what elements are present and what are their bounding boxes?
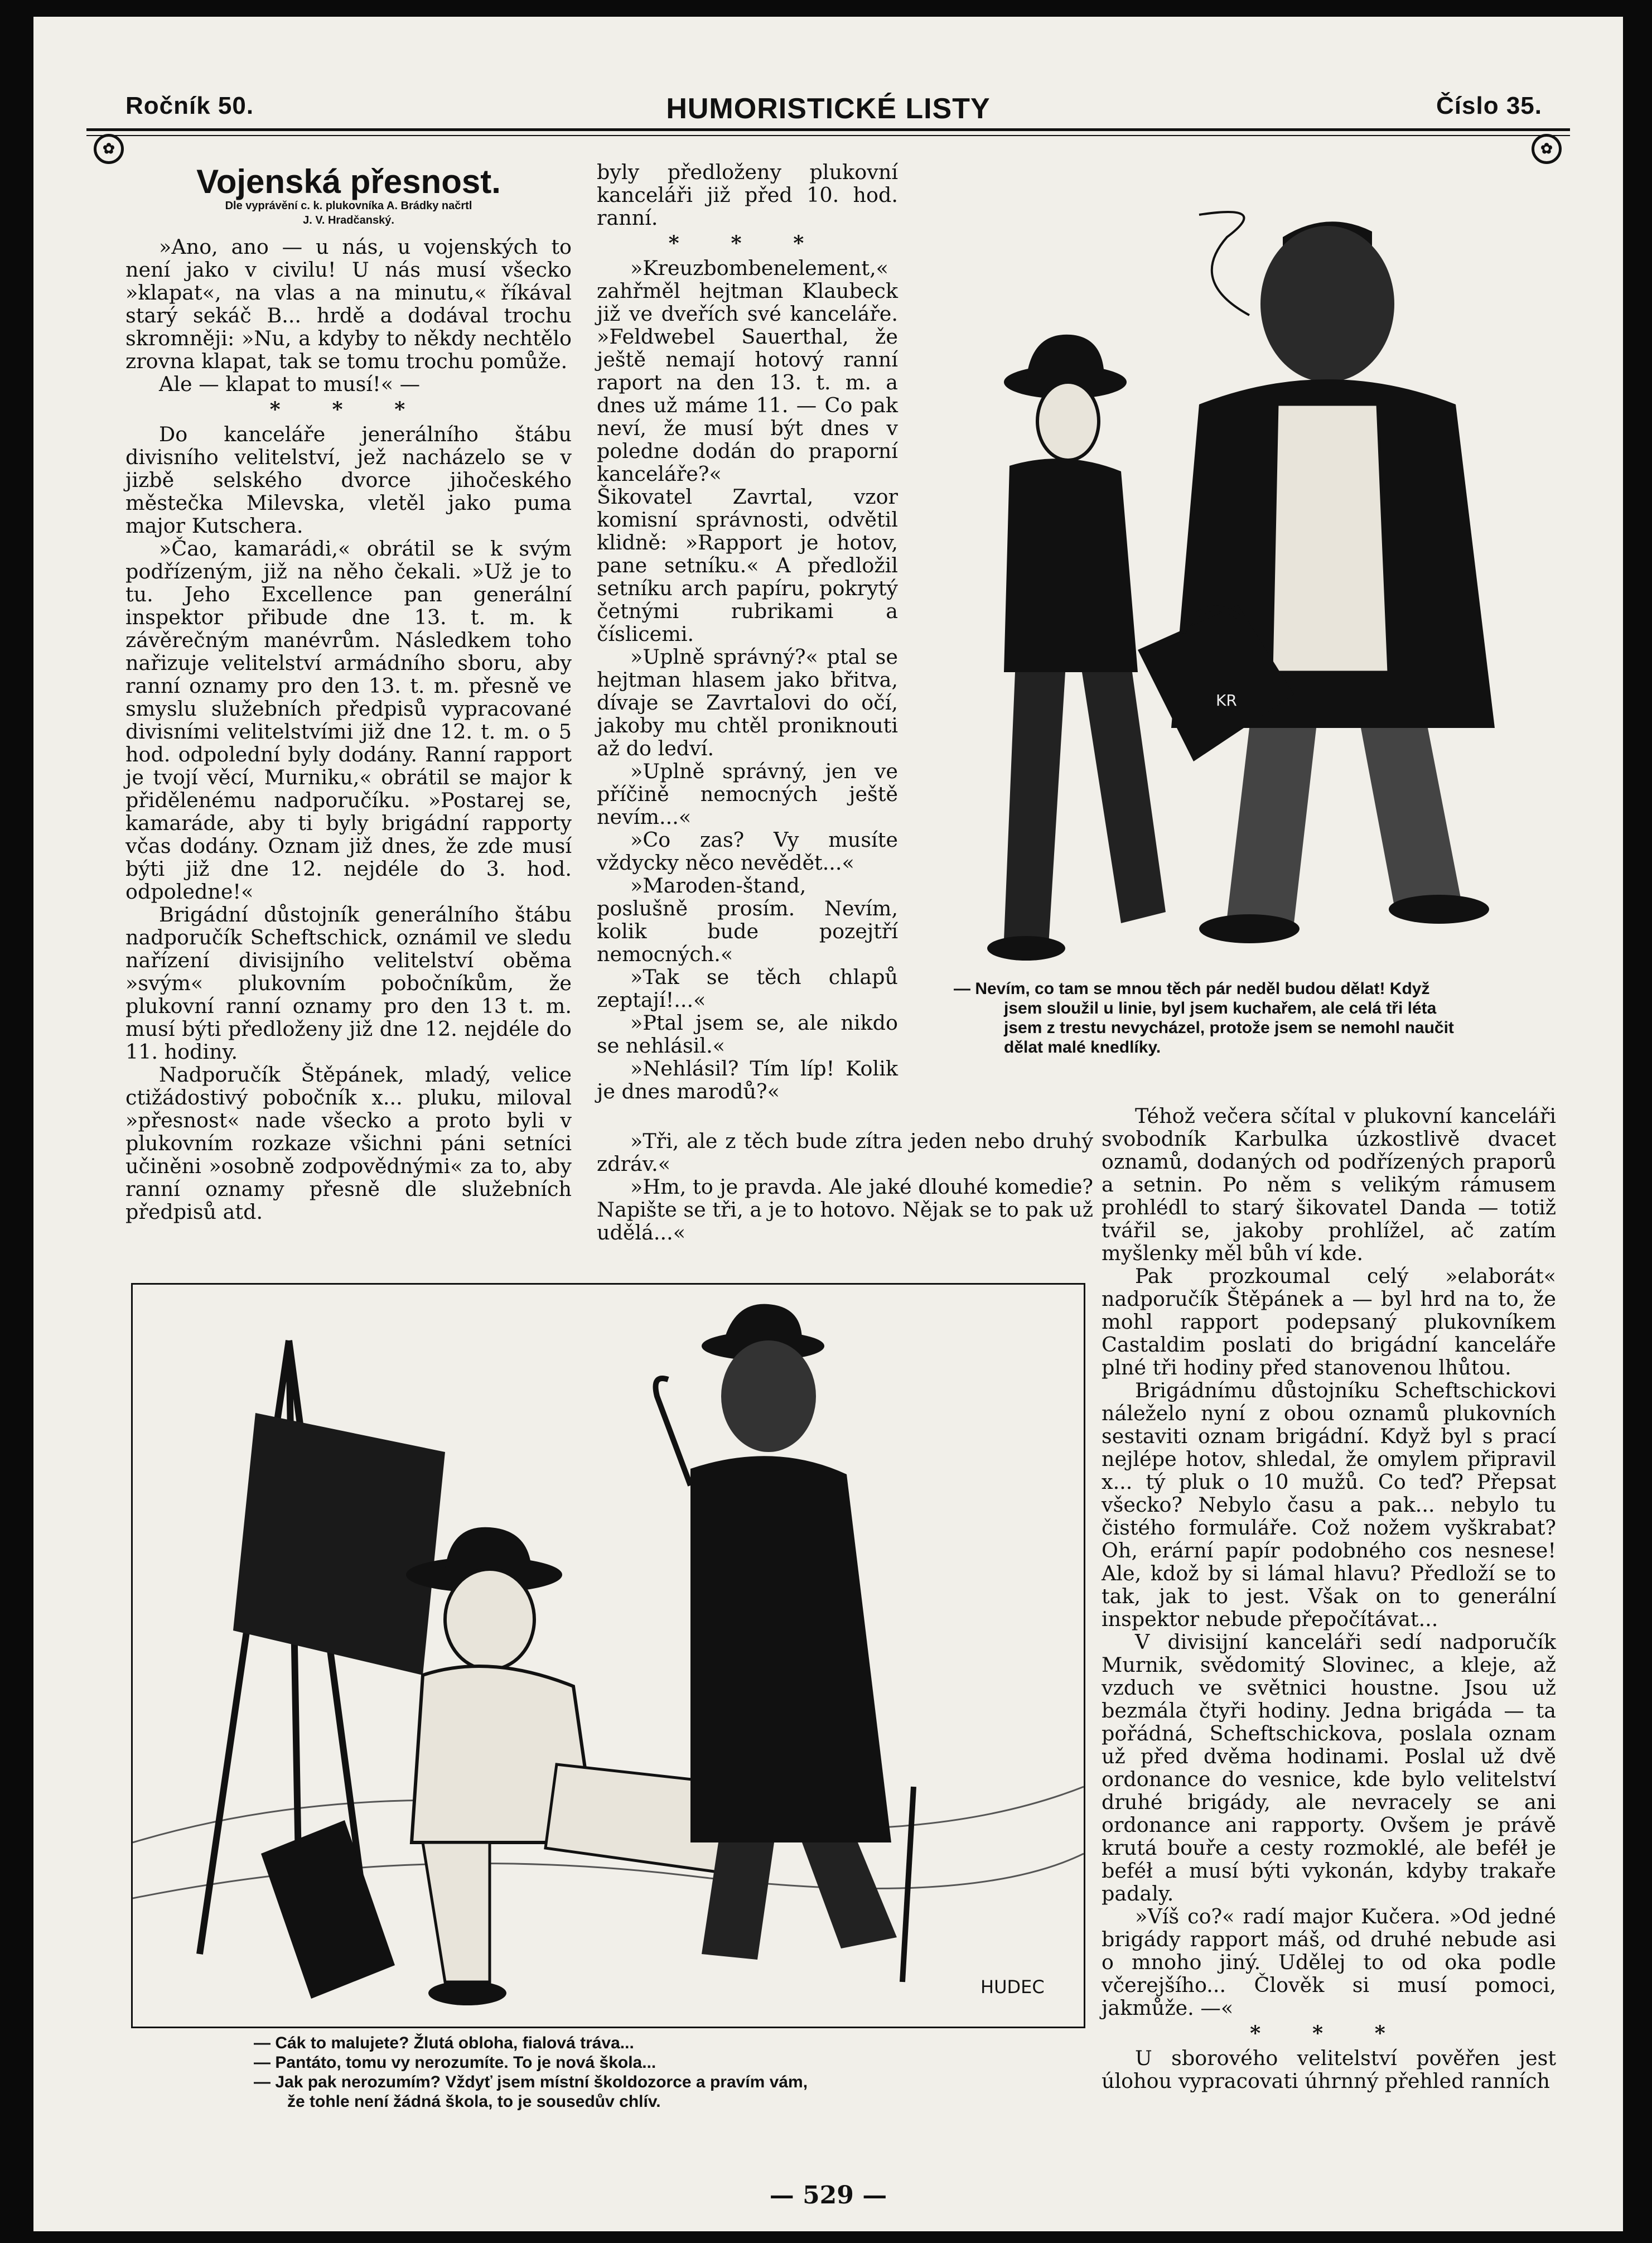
journal-title: HUMORISTICKÉ LISTY — [666, 93, 991, 125]
paragraph: »Nehlásil? Tím líp! Kolik je dnes marodů?« — [597, 1057, 898, 1103]
header-rule — [86, 128, 1570, 131]
paragraph: »Kreuzbombenelement,« zahřměl hejtman Klaubeck již ve dveřích své kanceláře. »Feldwebel Sauerthal, že ještě nemají hotový ranní raport na den 13. t. m. a dnes už máme 11. — Co pak neví, že musí být dnes v poledne dodán do praporní kanceláře?« — [597, 256, 898, 486]
cartoon-bottom-caption: — Cák to malujete? Žlutá obloha, fialová tráva... — Pantáto, tomu vy nerozumíte. To je nová škola... — Jak pak nerozumím? Vždyť jsem místní školdozorce a pravím vám, že tohle není žádná škola, to je sousedův chlív. — [254, 2034, 808, 2111]
newspaper-page — [33, 17, 1623, 2231]
page-number: — 529 — — [769, 2181, 887, 2210]
paragraph: Nadporučík Štěpánek, mladý, velice ctižádostivý pobočník x... pluku, miloval »přesnost« nade všecko a proto byli v plukovním rozkaze všichni páni setníci učiněni »osobně zodpovědnými« za to, aby ranní oznamy přesně dle služebních předpisů atd. — [125, 1063, 572, 1224]
section-separator: * * * — [1250, 2021, 1408, 2045]
column-2 — [597, 161, 898, 1103]
flower-medallion-icon: ✿ — [1532, 134, 1562, 164]
issue-label: Číslo 35. — [1436, 92, 1542, 119]
header-rule-thin — [86, 135, 1570, 136]
paragraph: »Uplně správný?« ptal se hejtman hlasem jako břitva, dívaje se Zavrtalovi do očí, jakoby mu chtěl proniknouti až do ledví. — [597, 645, 898, 760]
paragraph: Téhož večera sčítal v plukovní kanceláři svobodník Karbulka úzkostlivě dvacet oznamů, dodaných od podřízených praporů a setnin. Po něm s velikým rámusem prohlédl to starý šikovatel Danda — totiž tvářil se, jakoby prohlížel, ač zatím myšlenky měl bůh ví kde. — [1102, 1104, 1556, 1265]
paragraph: »Co zas? Vy musíte vždycky něco nevědět...« — [597, 828, 898, 875]
paragraph: Brigádnímu důstojníku Scheftschickovi náleželo nyní z obou oznamů plukovních sestaviti oznam brigádní. Když byl s prací nejlépe hotov, shledal, že omylem připravil x... tý pluk o 10 mužů. Co teď? Přepsat všecko? Nebylo času a pak... nebylo tu čistého formuláře. Což nožem vyškrabat? Oh, erární papír podobného cos nesnese! Ale, kdož by si lámal hlavu? Předloží se to tak, jak to jest. Však on to generální inspektor nebude přepočítávat... — [1102, 1378, 1556, 1631]
cartoon-drawing — [937, 170, 1573, 973]
article-byline: Dle vyprávění c. k. plukovníka A. Brádky načrtl J. V. Hradčanský. — [225, 200, 472, 226]
bag-initials: KR — [1216, 691, 1237, 710]
paragraph: »Uplně správný, jen ve příčině nemocných ještě nevím...« — [597, 759, 898, 829]
paragraph: »Tak se těch chlapů zeptají!...« — [597, 965, 898, 1012]
section-separator: * * * — [668, 231, 827, 255]
paragraph: »Ano, ano — u nás, u vojenských to není jako v civilu! U nás musí všecko »klapat«, na vlas a na minutu,« říkával starý sekáč B... hrdě a dodával trochu skromněji: »Nu, a kdyby to někdy nechtělo zrovna klapat, tak se tomu trochu pomůže. — [125, 235, 572, 373]
paragraph: byly předloženy plukovní kanceláři již před 10. hod. ranní. — [597, 160, 898, 230]
column-3 — [1102, 1104, 1556, 2092]
paragraph: V divisijní kanceláři sedí nadporučík Murnik, svědomitý Slovinec, a kleje, až vzduch ve světnici houstne. Jsou už bezmála čtyři hodiny. Jedna brigáda — ta pořádná, Scheftschickova, poslala oznam už před dvěma hodinami. Poslal už dvě ordonance do vesnice, kde bylo velitelství druhé brigády, ale nevracely se ani ordonance ani rapporty. Ovšem je právě krutá bouře a cesty rozmoklé, ale beféł je beféł a musí býti vykonán, kdyby trakaře padaly. — [1102, 1630, 1556, 1906]
paragraph: Ale — klapat to musí!« — — [159, 372, 421, 396]
running-header — [33, 92, 1623, 126]
artist-signature: HUDEC — [980, 1976, 1045, 1998]
paragraph: »Hm, to je pravda. Ale jaké dlouhé komedie? Napište se tři, a je to hotovo. Nějak se to pak už udělá...« — [597, 1175, 1093, 1244]
paragraph: »Čao, kamarádi,« obrátil se k svým podřízeným, již na něho čekali. »Už je to tu. Jeho Excellence pan generální inspektor přibude dne 13. t. m. k závěrečným manévrům. Následkem toho nařizuje velitelství armádního sboru, aby ranní oznamy pro den 13. t. m. přesně ve smyslu služebních předpisů vypracované divisními velitelstvími již dne 12. t. m. o 5 hod. odpolední byly dodány. Ranní rapport je tvojí věcí, Murniku,« obrátil se major k přidělenému nadporučíku. »Postarej se, kamaráde, aby ti byly brigádní rapporty včas dodány. Oznam již dnes, že zde musí býti již dne 12. nejdéle do 3. hod. odpoledne!« — [125, 537, 572, 904]
article-title: Vojenská přesnost. — [196, 163, 501, 200]
paragraph: »Víš co?« radí major Kučera. »Od jedné brigády rapport máš, od druhé nebude asi o mnoho jiný. Udělej to od oka podle včerejšího... Člověk si musí pomoci, jakmůže. —« — [1102, 1904, 1556, 2020]
paragraph: Do kanceláře jenerálního štábu divisního velitelství, jež nacházelo se v jizbě selského dvorce jihočeského městečka Milevska, vletěl jako puma major Kutschera. — [125, 422, 572, 538]
flower-medallion-icon: ✿ — [94, 134, 124, 164]
column-2-continuation — [597, 1130, 1093, 1244]
volume-label: Ročník 50. — [125, 92, 254, 119]
cartoon-drawing — [133, 1285, 1084, 2027]
paragraph: U sborového velitelství pověřen jest úlohou vypracovati úhrnný přehled ranních — [1102, 2046, 1556, 2093]
paragraph: »Maroden-štand, poslušně prosím. Nevím, kolik bude pozejtří nemocných.« — [597, 874, 898, 966]
paragraph: Šikovatel Zavrtal, vzor komisní správnosti, odvětil klidně: »Rapport je hotov, pane setníku.« A předložil setníku arch papíru, pokrytý četnými rubrikami a číslicemi. — [597, 485, 898, 646]
paragraph: »Ptal jsem se, ale nikdo se nehlásil.« — [597, 1011, 898, 1058]
paragraph: Pak prozkoumal celý »elaborát« nadporučík Štěpánek a — byl hrd na to, že mohl rapport podepsaný plukovníkem Castaldim poslati do brigádní kanceláře plné tři hodiny před stanovenou lhůtou. — [1102, 1264, 1556, 1379]
paragraph: »Tři, ale z těch bude zítra jeden nebo druhý zdráv.« — [597, 1129, 1093, 1176]
cartoon-two-soldiers — [937, 170, 1573, 973]
cartoon-top-caption: — Nevím, co tam se mnou těch pár neděl budou dělat! Když jsem sloužil u linie, byl jsem kuchařem, ale celá tři léta jsem z trestu nevycházel, protože jsem se nemohl naučit dělat malé knedlíky. — [954, 980, 1454, 1057]
paragraph: Brigádní důstojník generálního štábu nadporučík Scheftschick, oznámil ve sledu nařízení divisijního velitelství oběma »svým« plukovním pobočníkům, že plukovní ranní oznamy pro den 13 t. m. musí býti předloženy již dne 12. nejdéle do 11. hodiny. — [125, 903, 572, 1064]
column-1 — [125, 165, 572, 1223]
cartoon-painter — [131, 1283, 1085, 2028]
section-separator: * * * — [269, 397, 428, 421]
